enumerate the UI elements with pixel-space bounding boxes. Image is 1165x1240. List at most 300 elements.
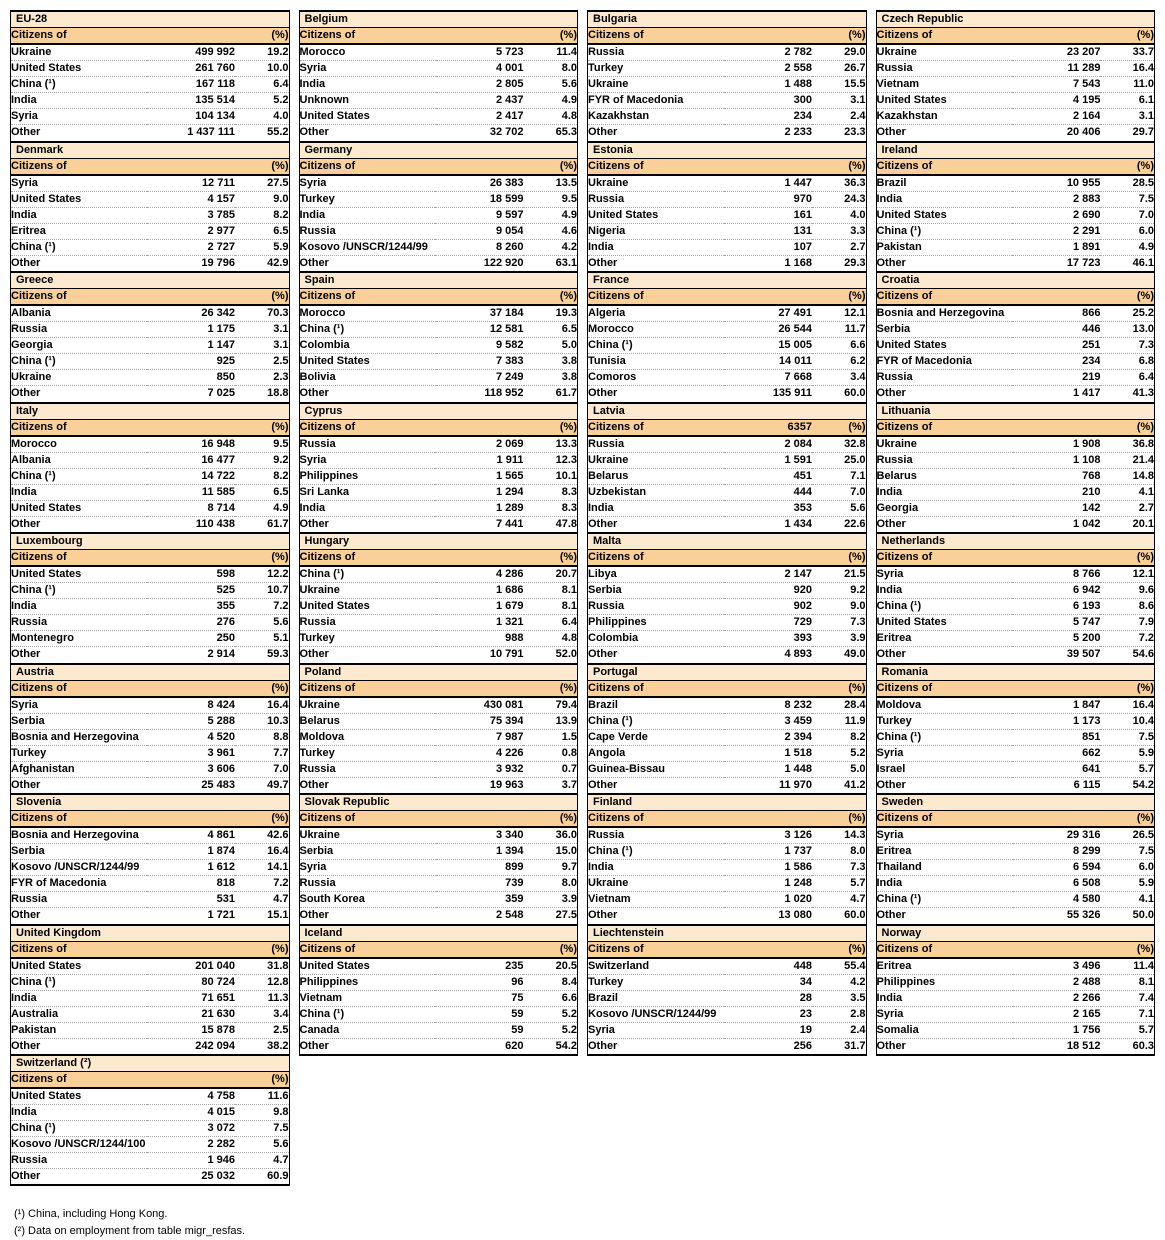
citizen-percent: 12.3 <box>523 452 577 468</box>
citizen-percent: 32.8 <box>812 436 866 453</box>
citizen-count: 1 586 <box>724 860 812 876</box>
citizen-percent: 5.7 <box>812 876 866 892</box>
citizen-percent: 2.7 <box>812 239 866 255</box>
country-header-row <box>11 533 290 550</box>
table-row <box>11 1137 290 1153</box>
country-header: Spain <box>299 272 578 289</box>
citizen-count: 104 134 <box>147 109 235 125</box>
citizen-percent: 4.9 <box>524 93 578 109</box>
table-row <box>588 338 867 354</box>
citizen-name: Russia <box>588 599 725 615</box>
citizen-percent: 7.0 <box>235 761 289 777</box>
citizen-count: 5 747 <box>1012 615 1100 631</box>
table-row <box>11 777 290 793</box>
citizens-header-row <box>588 28 867 45</box>
table-row <box>299 1038 578 1055</box>
citizen-name: Belarus <box>876 468 1013 484</box>
country-table <box>876 402 1156 533</box>
citizen-percent: 3.1 <box>235 338 289 354</box>
citizen-percent: 5.6 <box>235 1137 289 1153</box>
citizen-percent: 8.0 <box>812 844 866 860</box>
citizen-count: 18 599 <box>435 191 523 207</box>
table-row <box>11 844 290 860</box>
table-row <box>876 599 1155 615</box>
citizen-name: Tunisia <box>588 354 724 370</box>
table-row <box>11 109 290 125</box>
table-row <box>11 1022 290 1038</box>
citizens-header-row <box>876 158 1155 175</box>
citizens-of-label: Citizens of <box>11 419 147 436</box>
citizen-name: India <box>876 990 1013 1006</box>
percent-header: (%) <box>235 158 289 175</box>
citizen-percent: 12.8 <box>235 974 289 990</box>
country-table <box>876 663 1156 794</box>
country-header-row <box>11 664 290 681</box>
citizen-percent: 15.0 <box>524 844 578 860</box>
citizen-count: 4 861 <box>147 827 235 844</box>
table-row <box>876 860 1155 876</box>
citizen-count: 11 585 <box>147 484 235 500</box>
table-row <box>11 1153 290 1169</box>
table-row <box>588 1022 867 1038</box>
table-row <box>299 370 578 386</box>
percent-header: (%) <box>523 158 577 175</box>
citizen-name: Pakistan <box>11 1022 148 1038</box>
citizen-name: Colombia <box>588 631 725 647</box>
citizen-name: Bolivia <box>299 370 436 386</box>
table-row <box>11 761 290 777</box>
citizen-percent: 3.8 <box>524 354 578 370</box>
citizen-count: 7 987 <box>435 729 523 745</box>
country-table <box>587 924 867 1056</box>
citizens-of-value <box>435 419 523 436</box>
country-header: Hungary <box>299 533 578 550</box>
citizens-header-row <box>11 419 290 436</box>
citizen-count: 1 289 <box>435 500 523 516</box>
citizens-of-label: Citizens of <box>876 28 1012 45</box>
percent-header: (%) <box>812 941 866 958</box>
citizen-name: Ukraine <box>299 583 436 599</box>
citizen-count: 8 232 <box>724 697 812 714</box>
citizen-count: 2 084 <box>724 436 812 453</box>
citizens-of-value <box>147 419 235 436</box>
citizen-percent: 29.3 <box>844 256 866 269</box>
citizen-percent: 7.0 <box>1100 207 1154 223</box>
table-row <box>876 175 1155 192</box>
country-header: Slovak Republic <box>299 794 578 811</box>
table-row <box>11 1121 290 1137</box>
citizen-percent: 4.0 <box>235 109 289 125</box>
citizen-name: Kazakhstan <box>588 109 725 125</box>
citizen-percent: 5.7 <box>1101 1022 1155 1038</box>
citizen-name: Somalia <box>876 1022 1013 1038</box>
citizens-of-label: Citizens of <box>588 419 724 436</box>
citizens-header-row <box>588 680 867 697</box>
citizen-count: 234 <box>1012 354 1100 370</box>
citizen-name: Russia <box>11 1153 147 1169</box>
citizen-count: 75 394 <box>435 713 523 729</box>
citizen-count: 234 <box>724 109 812 125</box>
citizen-percent: 49.0 <box>844 648 866 661</box>
citizens-header-row <box>876 550 1155 567</box>
citizen-count: 3 459 <box>724 713 812 729</box>
table-row <box>876 338 1155 354</box>
citizen-name: Kosovo /UNSCR/1244/99 <box>588 1006 724 1022</box>
citizen-percent: 5.0 <box>812 761 866 777</box>
country-table <box>876 141 1156 272</box>
citizen-percent: 8.4 <box>523 974 577 990</box>
citizen-count: 9 054 <box>435 223 523 239</box>
citizen-name: Syria <box>299 61 436 77</box>
citizen-count: 1 394 <box>436 844 524 860</box>
country-header-row <box>11 1055 290 1072</box>
table-row <box>876 125 1155 141</box>
citizen-count: 641 <box>1012 761 1100 777</box>
citizen-percent: 5.6 <box>235 615 289 631</box>
country-header: Romania <box>876 664 1155 681</box>
citizen-percent: 9.8 <box>235 1105 289 1121</box>
citizen-count: 2 164 <box>1012 109 1100 125</box>
table-row <box>588 61 867 77</box>
citizen-percent: 9.5 <box>523 191 577 207</box>
table-row <box>588 1006 867 1022</box>
citizen-percent: 5.9 <box>235 239 289 255</box>
column-1 <box>10 10 290 1186</box>
citizen-count: 71 651 <box>147 990 235 1006</box>
citizens-of-value <box>724 550 812 567</box>
citizen-count: 444 <box>724 484 812 500</box>
column-3 <box>587 10 867 1056</box>
table-row <box>876 109 1155 125</box>
citizens-header-row <box>11 550 290 567</box>
citizen-name: Other <box>299 256 329 269</box>
table-row <box>299 990 578 1006</box>
citizen-percent: 2.4 <box>812 1022 866 1038</box>
citizen-name: China (¹) <box>11 77 147 93</box>
percent-header: (%) <box>235 1072 289 1089</box>
citizen-percent: 10.0 <box>235 61 289 77</box>
citizen-name: Syria <box>876 745 1012 761</box>
citizen-count: 15 005 <box>724 338 812 354</box>
country-header: Liechtenstein <box>588 925 867 942</box>
citizen-count: 818 <box>147 876 235 892</box>
table-row <box>876 436 1155 453</box>
citizen-name: Other <box>588 387 618 400</box>
country-table <box>10 924 290 1055</box>
citizen-count: 353 <box>724 500 812 516</box>
citizen-percent: 47.8 <box>555 517 577 530</box>
citizen-name: Other <box>588 1039 618 1052</box>
citizen-percent: 79.4 <box>523 697 577 714</box>
citizen-percent: 9.6 <box>1100 583 1154 599</box>
citizen-percent: 8.8 <box>235 729 289 745</box>
table-row <box>11 322 290 338</box>
citizen-count: 1 173 <box>1012 713 1100 729</box>
citizen-count: 1 321 <box>436 615 524 631</box>
citizen-name: Other <box>876 256 906 269</box>
table-row <box>876 305 1155 322</box>
table-row <box>876 61 1155 77</box>
table-row <box>588 631 867 647</box>
citizen-count: 219 <box>1012 370 1100 386</box>
citizen-percent: 26.5 <box>1101 827 1155 844</box>
country-header: Cyprus <box>299 403 578 420</box>
citizen-name: Belarus <box>299 713 435 729</box>
citizens-of-value <box>724 28 812 45</box>
citizens-of-label: Citizens of <box>876 680 1012 697</box>
table-row <box>11 697 290 714</box>
table-row <box>11 647 290 663</box>
table-row <box>11 615 290 631</box>
footnote-switzerland: (²) Data on employment from table migr_resfas. <box>14 1225 246 1237</box>
citizen-count: 4 015 <box>147 1105 235 1121</box>
citizen-count: 7 383 <box>436 354 524 370</box>
citizen-count: 11 289 <box>1012 61 1100 77</box>
citizen-name: Uzbekistan <box>588 484 724 500</box>
citizens-of-label: Citizens of <box>11 811 147 828</box>
citizen-count: 23 207 <box>1012 44 1100 61</box>
citizen-count: 729 <box>724 615 812 631</box>
table-row <box>11 631 290 647</box>
citizen-name: Turkey <box>299 631 436 647</box>
table-row <box>588 191 867 207</box>
citizen-count: 6 594 <box>1013 860 1101 876</box>
citizen-count: 851 <box>1012 729 1100 745</box>
citizen-count: 75 <box>435 990 523 1006</box>
table-row <box>299 892 578 908</box>
citizen-name: India <box>11 990 148 1006</box>
citizens-of-value <box>724 158 812 175</box>
citizen-name: Bosnia and Herzegovina <box>876 305 1012 322</box>
citizen-count: 59 <box>435 1022 523 1038</box>
country-header-row <box>299 11 578 28</box>
citizens-header-row <box>299 941 578 958</box>
citizen-name: Kosovo /UNSCR/1244/100 <box>11 1137 147 1153</box>
citizen-count: 55 326 <box>1066 909 1101 922</box>
citizen-count: 2 977 <box>147 223 235 239</box>
citizen-percent: 8.2 <box>812 729 866 745</box>
table-row <box>299 93 578 109</box>
country-table <box>299 924 579 1056</box>
citizen-name: Moldova <box>876 697 1012 714</box>
citizen-percent: 27.5 <box>555 909 577 922</box>
citizen-name: Switzerland <box>588 958 724 975</box>
citizens-of-value <box>147 550 235 567</box>
citizen-count: 768 <box>1013 468 1101 484</box>
citizen-name: Russia <box>876 370 1012 386</box>
citizen-count: 17 723 <box>1066 256 1101 269</box>
citizen-count: 131 <box>724 223 812 239</box>
citizen-count: 32 702 <box>489 126 524 139</box>
citizen-name: Syria <box>299 452 435 468</box>
percent-header: (%) <box>235 289 289 306</box>
citizen-name: Other <box>876 126 906 139</box>
table-row <box>588 827 867 844</box>
citizen-name: Eritrea <box>876 958 1013 975</box>
country-table <box>587 10 867 141</box>
citizen-count: 18 512 <box>1066 1039 1101 1052</box>
citizen-name: Ukraine <box>588 452 724 468</box>
citizens-of-value <box>1012 550 1100 567</box>
country-header: Sweden <box>876 794 1155 811</box>
percent-header: (%) <box>1101 419 1155 436</box>
citizen-count: 620 <box>505 1039 524 1052</box>
table-row <box>876 631 1155 647</box>
percent-header: (%) <box>235 28 289 45</box>
country-header: Poland <box>299 664 578 681</box>
citizen-count: 1 488 <box>724 77 812 93</box>
citizen-name: Ukraine <box>588 77 725 93</box>
percent-header: (%) <box>812 28 866 45</box>
country-header-row <box>876 272 1155 289</box>
table-row <box>588 615 867 631</box>
table-row <box>588 876 867 892</box>
table-row <box>588 125 867 141</box>
table-row <box>588 452 867 468</box>
citizen-count: 16 948 <box>147 436 235 453</box>
table-row <box>876 354 1155 370</box>
citizen-count: 16 477 <box>147 452 235 468</box>
citizens-of-value <box>435 680 523 697</box>
citizen-count: 2 069 <box>435 436 523 453</box>
citizen-count: 37 184 <box>436 305 524 322</box>
citizens-of-value <box>1012 289 1100 306</box>
citizens-of-value <box>147 680 235 697</box>
table-row <box>299 697 578 714</box>
table-row <box>876 223 1155 239</box>
citizen-name: Georgia <box>11 338 148 354</box>
citizen-percent: 6.0 <box>1101 860 1155 876</box>
citizen-name: Turkey <box>876 713 1012 729</box>
country-header: United Kingdom <box>11 925 290 942</box>
table-row <box>876 876 1155 892</box>
citizen-name: Philippines <box>299 974 435 990</box>
citizen-percent: 52.0 <box>555 648 577 661</box>
citizens-of-value <box>147 1072 235 1089</box>
citizen-percent: 60.3 <box>1132 1039 1154 1052</box>
citizen-percent: 36.8 <box>1101 436 1155 453</box>
citizens-header-row <box>876 28 1155 45</box>
citizen-percent: 4.9 <box>523 207 577 223</box>
table-row <box>876 1022 1155 1038</box>
citizen-name: Guinea-Bissau <box>588 761 725 777</box>
citizen-count: 9 582 <box>436 338 524 354</box>
citizen-count: 7 543 <box>1012 77 1100 93</box>
citizen-name: Syria <box>299 175 435 192</box>
citizen-percent: 7.5 <box>1101 844 1155 860</box>
citizen-name: Brazil <box>876 175 1012 192</box>
citizen-percent: 6.4 <box>1100 370 1154 386</box>
citizen-percent: 13.0 <box>1100 322 1154 338</box>
country-header-row <box>11 142 290 159</box>
country-table <box>876 924 1156 1056</box>
citizen-name: Other <box>299 517 329 530</box>
citizen-percent: 24.3 <box>812 191 866 207</box>
citizen-count: 970 <box>724 191 812 207</box>
citizen-percent: 10.7 <box>235 583 289 599</box>
table-row <box>299 827 578 844</box>
citizen-percent: 21.4 <box>1101 452 1155 468</box>
country-header: Latvia <box>588 403 867 420</box>
citizen-count: 96 <box>435 974 523 990</box>
citizen-percent: 60.0 <box>844 387 866 400</box>
table-row <box>299 713 578 729</box>
citizen-name: China (¹) <box>299 566 436 583</box>
country-header: Luxembourg <box>11 533 290 550</box>
citizen-count: 2 282 <box>147 1137 235 1153</box>
citizens-header-row <box>876 941 1155 958</box>
table-row <box>11 566 290 583</box>
citizens-header-row <box>876 680 1155 697</box>
citizen-count: 34 <box>724 974 812 990</box>
table-row <box>588 77 867 93</box>
citizen-percent: 4.6 <box>523 223 577 239</box>
citizens-of-label: Citizens of <box>299 289 436 306</box>
citizen-name: Other <box>299 648 329 661</box>
citizen-name: Morocco <box>588 322 724 338</box>
percent-header: (%) <box>523 941 577 958</box>
citizens-of-label: Citizens of <box>299 550 436 567</box>
citizen-percent: 5.9 <box>1100 745 1154 761</box>
citizen-percent: 63.1 <box>555 256 577 269</box>
citizen-count: 3 496 <box>1013 958 1101 975</box>
table-row <box>876 974 1155 990</box>
citizen-count: 19 963 <box>489 778 524 791</box>
citizen-name: Montenegro <box>11 631 147 647</box>
table-row <box>876 77 1155 93</box>
citizen-count: 210 <box>1013 484 1101 500</box>
country-table <box>876 271 1156 402</box>
citizen-name: Turkey <box>588 974 724 990</box>
citizens-of-label: Citizens of <box>11 941 148 958</box>
citizen-percent: 5.7 <box>1100 761 1154 777</box>
country-header-row <box>876 925 1155 942</box>
citizen-name: China (¹) <box>299 322 436 338</box>
citizen-name: Georgia <box>876 500 1013 516</box>
table-row <box>876 844 1155 860</box>
table-row <box>588 958 867 975</box>
percent-header: (%) <box>523 680 577 697</box>
citizen-name: Vietnam <box>876 77 1012 93</box>
citizen-percent: 11.0 <box>1100 77 1154 93</box>
citizen-count: 1 447 <box>724 175 812 192</box>
citizen-percent: 2.5 <box>235 1022 289 1038</box>
citizen-name: Other <box>588 126 618 139</box>
citizen-name: Other <box>588 256 618 269</box>
citizen-count: 20 406 <box>1066 126 1101 139</box>
table-row <box>876 44 1155 61</box>
country-header-row <box>588 794 867 811</box>
citizen-percent: 7.4 <box>1101 990 1155 1006</box>
table-row <box>11 1088 290 1105</box>
citizen-percent: 3.4 <box>235 1006 289 1022</box>
citizen-count: 118 952 <box>484 387 524 400</box>
citizen-count: 27 491 <box>724 305 812 322</box>
table-row <box>876 729 1155 745</box>
citizen-name: Other <box>299 387 329 400</box>
citizen-percent: 9.0 <box>235 191 289 207</box>
percent-header: (%) <box>812 419 866 436</box>
citizen-name: China (¹) <box>11 239 147 255</box>
citizen-count: 5 723 <box>436 44 524 61</box>
citizen-count: 3 932 <box>435 761 523 777</box>
percent-header: (%) <box>524 28 578 45</box>
percent-header: (%) <box>524 811 578 828</box>
citizen-name: Other <box>299 909 329 922</box>
table-row <box>299 876 578 892</box>
country-table <box>10 1054 290 1186</box>
table-row <box>11 338 290 354</box>
